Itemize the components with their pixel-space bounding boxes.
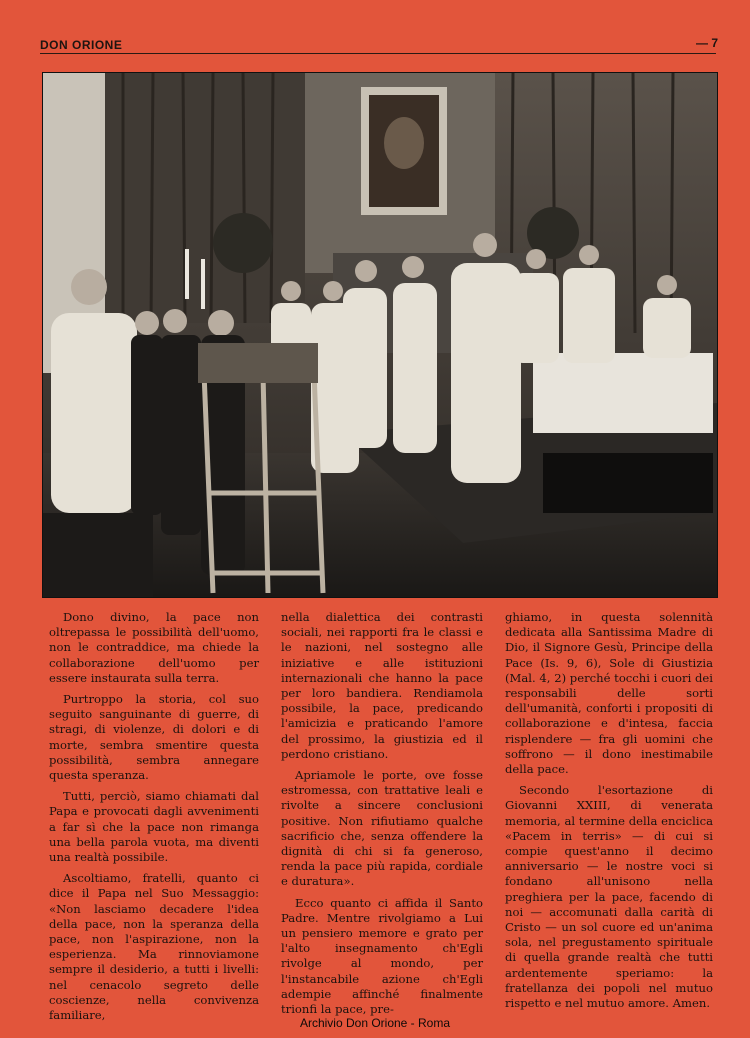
- header-divider: [40, 53, 716, 54]
- paragraph: Ecco quanto ci affida il Santo Padre. Mentre rivolgiamo a Lui un pensiero memore e grato per l'alto insegnamento ch'Egli rivolge al mondo, per l'instancabile azione ch'Egli adempie affinché finalmente trionfi la pace, pre-: [281, 895, 483, 1017]
- paragraph: Ascoltiamo, fratelli, quanto ci dice il Papa nel Suo Messaggio: «Non lasciamo decadere l'idea della pace, non la speranza della pace, non l'aspirazione, non la esperienza. Ma rinnoviamone sempre il desiderio, a tutti i livelli: nel cenacolo segreto delle coscienze, nella convivenza familiare,: [49, 871, 259, 1023]
- paragraph: nella dialettica dei contrasti sociali, nei rapporti fra le classi e le nazioni, nel sostegno alle iniziative e alle istituzioni internazionali che hanno la pace per loro bandiera. Rendiamola possibile, la pace, predicando l'amicizia e praticando l'amore del prossimo, la giustizia ed il perdono cristiano.: [281, 610, 483, 761]
- page-number: — 7: [695, 36, 718, 50]
- ceremony-photo: [42, 72, 718, 598]
- church-ceremony-photo: [43, 73, 717, 597]
- magazine-title: DON ORIONE: [40, 38, 123, 52]
- text-column-3: [505, 610, 713, 1017]
- text-column-2: [281, 610, 483, 1023]
- paragraph: ghiamo, in questa solennità dedicata alla Santissima Madre di Dio, il Signore Gesù, Principe della Pace (Is. 9, 6), Sole di Giustizia (Mal. 4, 2) perché tocchi i cuori dei responsabili delle sorti dell'umanità, conforti i propositi di collaborazione e d'intesa, faccia risplendere — fra gli uomini che soffrono — il dono inestimabile della pace.: [505, 610, 713, 777]
- paragraph: Purtroppo la storia, col suo seguito sanguinante di guerre, di stragi, di violenze, di dolori e di morte, sembra smentire questa possibilità, sembra annegare questa speranza.: [49, 692, 259, 783]
- paragraph: Apriamole le porte, ove fosse estromessa, con trattative leali e rivolte a sincere conclusioni positive. Non rifiutiamo qualche sacrificio che, senza offendere la dignità di chi si fa generoso, renda la pace più rapida, cordiale e duratura».: [281, 768, 483, 889]
- text-column-1: [49, 610, 259, 1029]
- paragraph: Dono divino, la pace non oltrepassa le possibilità dell'uomo, non le contraddice, ma chiede la collaborazione dell'uomo per essere instaurata sulla terra.: [49, 610, 259, 685]
- paragraph: Tutti, perciò, siamo chiamati dal Papa e provocati dagli avvenimenti a far sì che la pace non rimanga una bella parola vuota, ma diventi una realtà possibile.: [49, 789, 259, 865]
- archive-footer: Archivio Don Orione - Roma: [299, 1016, 451, 1030]
- paragraph: Secondo l'esortazione di Giovanni XXIII, di venerata memoria, al termine della enciclica «Pacem in terris» — di cui si compie quest'anno il decimo anniversario — le nostre voci si fondano all'unisono nella preghiera per la pace, facendo di noi — accomunati dalla carità di Cristo — un sol cuore ed un'anima sola, nel pregustamento spirituale di quella grande realtà che tutti ardentemente speriamo: la fratellanza dei popoli nel mutuo rispetto e nel mutuo amore. Amen.: [505, 783, 713, 1011]
